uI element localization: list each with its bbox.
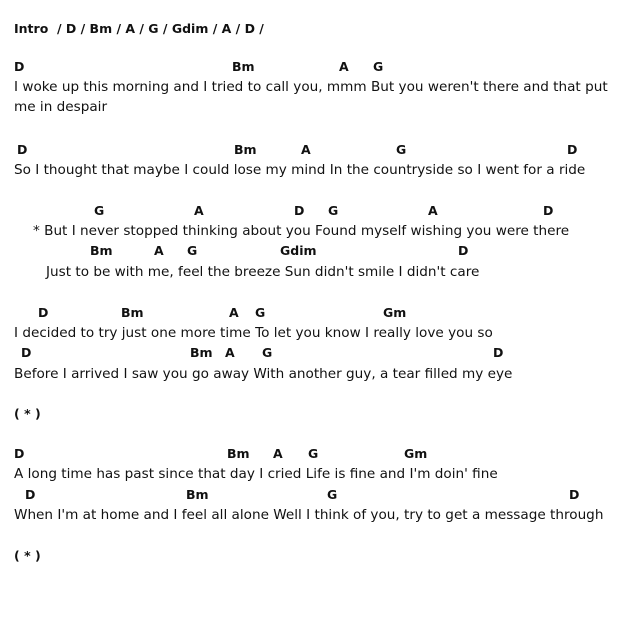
chord: Gdim: [280, 243, 317, 258]
chord: D: [21, 345, 32, 360]
chord: A: [194, 203, 204, 218]
lyric-line: Before I arrived I saw you go away With another guy, a tear filled my eye: [14, 366, 513, 382]
chord: Bm: [227, 446, 250, 461]
chord: D: [569, 487, 580, 502]
chord: D: [294, 203, 305, 218]
chord: A: [154, 243, 164, 258]
chorus-reference: ( * ): [14, 406, 41, 421]
lyric-line: When I'm at home and I feel all alone Well I think of you, try to get a message through: [14, 507, 604, 523]
chord: A: [428, 203, 438, 218]
chord: Bm: [90, 243, 113, 258]
chord: Bm: [234, 142, 257, 157]
chord: A: [229, 305, 239, 320]
lyric-line: So I thought that maybe I could lose my mind In the countryside so I went for a ride: [14, 162, 586, 178]
chord: D: [543, 203, 554, 218]
chord: D: [14, 59, 25, 74]
lyric-line: I decided to try just one more time To let you know I really love you so: [14, 325, 493, 341]
chord: D: [458, 243, 469, 258]
chord: D: [17, 142, 28, 157]
chord: G: [94, 203, 105, 218]
chord: G: [255, 305, 266, 320]
chord: D: [25, 487, 36, 502]
chord: G: [262, 345, 273, 360]
chord: D: [567, 142, 578, 157]
chord: G: [396, 142, 407, 157]
chord: Bm: [121, 305, 144, 320]
intro-line: Intro / D / Bm / A / G / Gdim / A / D /: [14, 21, 264, 36]
chord: A: [273, 446, 283, 461]
lyric-line: A long time has past since that day I cried Life is fine and I'm doin' fine: [14, 466, 498, 482]
chord: Bm: [232, 59, 255, 74]
lyric-line: Just to be with me, feel the breeze Sun didn't smile I didn't care: [46, 264, 480, 280]
chord: G: [373, 59, 384, 74]
chord: A: [225, 345, 235, 360]
chord: A: [301, 142, 311, 157]
chord: Gm: [404, 446, 428, 461]
chord: G: [308, 446, 319, 461]
chord: Bm: [190, 345, 213, 360]
chord: Gm: [383, 305, 407, 320]
chord: D: [14, 446, 25, 461]
chord: A: [339, 59, 349, 74]
lyric-line: me in despair: [14, 99, 108, 115]
lyric-line: * But I never stopped thinking about you Found myself wishing you were there: [33, 223, 570, 239]
chord: G: [187, 243, 198, 258]
chord: G: [328, 203, 339, 218]
chord: D: [493, 345, 504, 360]
chorus-reference: ( * ): [14, 548, 41, 563]
lyric-line: I woke up this morning and I tried to call you, mmm But you weren't there and that put: [14, 79, 608, 95]
chord: Bm: [186, 487, 209, 502]
chord: D: [38, 305, 49, 320]
chord: G: [327, 487, 338, 502]
